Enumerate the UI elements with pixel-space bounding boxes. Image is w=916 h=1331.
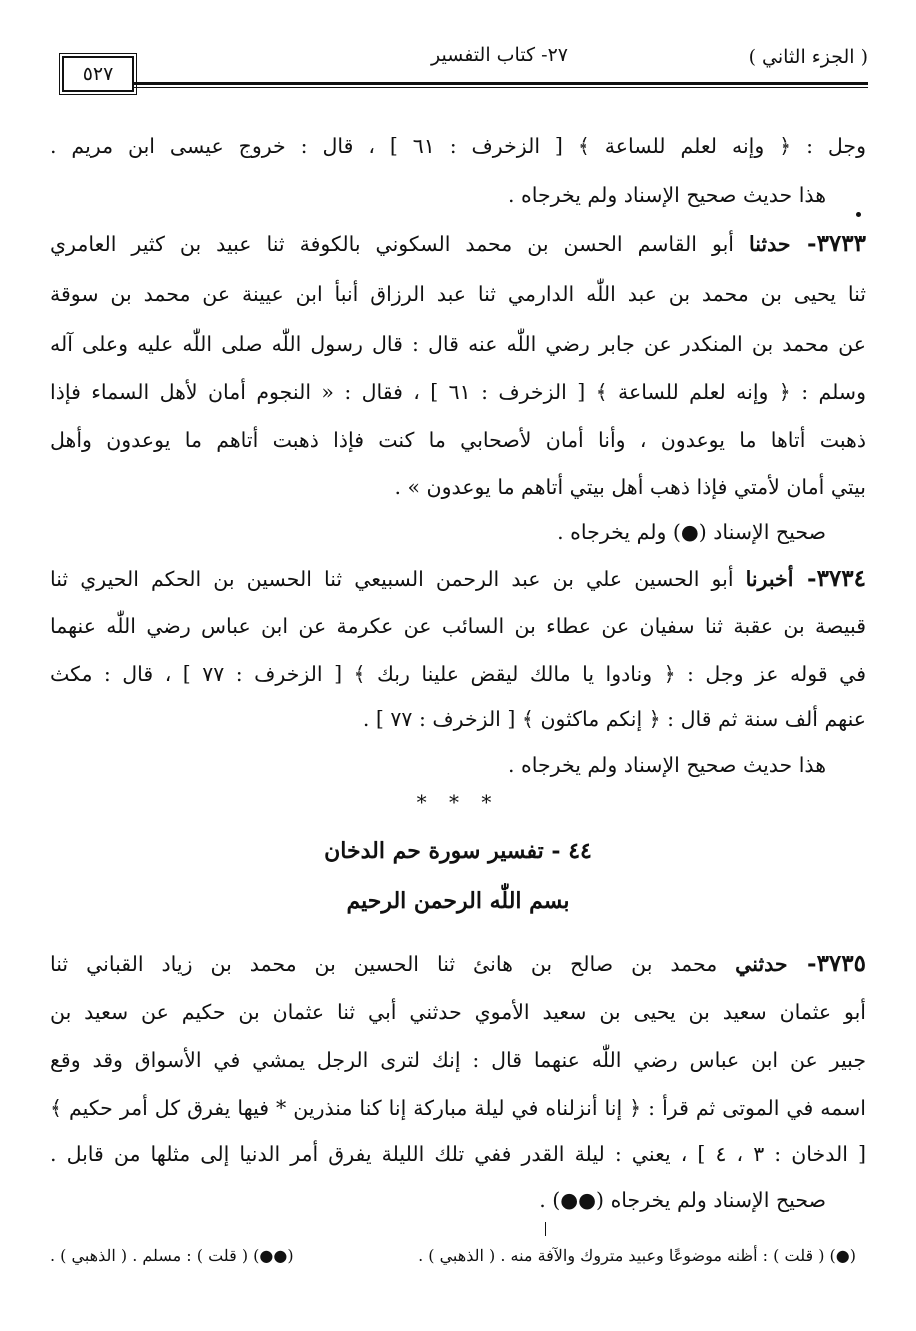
text-line: [ الدخان : ٣ ، ٤ ] ، يعني : ليلة القدر ففي تلك الليلة يفرق أمر الدنيا إلى مثلها من قابل . — [50, 1142, 866, 1166]
header-rule-thin — [132, 87, 868, 88]
footnote-2: (●●) ( قلت ) : مسلم . ( الذهبي ) . — [50, 1246, 294, 1265]
text-line: عنهم ألف سنة ثم قال : ﴿ إنكم ماكثون ﴾ [ الزخرف : ٧٧ ] . — [362, 707, 866, 731]
hadith-lead-word: حدثني — [735, 952, 788, 976]
hadith-3733-start: ٣٧٣٣- حدثنا أبو القاسم الحسن بن محمد السكوني بالكوفة ثنا عبيد بن كثير العامري — [50, 230, 866, 257]
hadith-lead-word: حدثنا — [748, 232, 791, 256]
page-number: ٥٢٧ — [82, 63, 114, 85]
page-header — [62, 38, 868, 86]
text-line: وجل : ﴿ وإنه لعلم للساعة ﴾ [ الزخرف : ٦١ ] ، قال : خروج عيسى ابن مريم . — [50, 134, 866, 158]
footnote-1: (●) ( قلت ) : أظنه موضوعًا وعبيد متروك والآفة منه . ( الذهبي ) . — [418, 1246, 856, 1265]
text-line: ذهبت أتاها ما يوعدون ، وأنا أمان لأصحابي ما كنت فإذا ذهبت أتاهم ما يوعدون وأهل — [50, 428, 866, 452]
text-line: هذا حديث صحيح الإسناد ولم يخرجاه . — [507, 183, 826, 207]
text-line: بيتي أمان لأمتي فإذا ذهب أهل بيتي أتاهم ما يوعدون » . — [394, 475, 866, 499]
text-line: صحيح الإسناد ولم يخرجاه (●●) . — [539, 1188, 826, 1212]
text-line: صحيح الإسناد (●) ولم يخرجاه . — [557, 520, 826, 544]
book-title: ٢٧- كتاب التفسير — [431, 44, 568, 66]
text-line: عن محمد بن المنكدر عن جابر رضي اللّٰه عنه قال : قال رسول اللّٰه صلى اللّٰه عليه وعلى آله — [50, 332, 866, 356]
text-line: اسمه في الموتى ثم قرأ : ﴿ إنا أنزلناه في ليلة مباركة إنا كنا منذرين * فيها يفرق كل أمر حكيم ﴾ — [50, 1096, 866, 1120]
text-line: ثنا يحيى بن محمد بن عبد اللّٰه الدارمي ثنا عبد الرزاق أنبأ ابن عيينة عن محمد بن سوقة — [50, 282, 866, 306]
text-line: أبو عثمان سعيد بن يحيى بن سعيد الأموي حدثني أبي ثنا عثمان بن حكيم عن سعيد بن — [50, 1000, 866, 1024]
footnotes — [50, 1238, 856, 1274]
text-line: جبير عن ابن عباس رضي اللّٰه عنهما قال : إنك لترى الرجل يمشي في الأسواق وقد وقع — [50, 1048, 866, 1072]
section-separator: * * * — [416, 790, 500, 814]
hadith-lead-word: أخبرنا — [745, 567, 794, 591]
footnote-rule — [545, 1222, 547, 1236]
text-line: هذا حديث صحيح الإسناد ولم يخرجاه . — [507, 753, 826, 777]
ink-dot — [856, 212, 861, 217]
hadith-number: ٣٧٣٥- — [787, 950, 866, 977]
header-rule — [132, 82, 868, 85]
basmala: بسم اللّٰه الرحمن الرحيم — [346, 888, 570, 914]
surah-heading: ٤٤ - تفسير سورة حم الدخان — [324, 838, 592, 864]
hadith-3735-start: ٣٧٣٥- حدثني محمد بن صالح بن هانئ ثنا الحسين بن محمد بن زياد القباني ثنا — [50, 950, 866, 977]
hadith-number: ٣٧٣٣- — [790, 230, 866, 257]
text-line: وسلم : ﴿ وإنه لعلم للساعة ﴾ [ الزخرف : ٦١ ] ، فقال : « النجوم أمان لأهل السماء فإذا — [50, 380, 866, 404]
volume-label: ( الجزء الثاني ) — [748, 46, 868, 68]
page-number-box — [62, 56, 134, 92]
text-line: في قوله عز وجل : ﴿ ونادوا يا مالك ليقض علينا ربك ﴾ [ الزخرف : ٧٧ ] ، قال : مكث — [50, 662, 866, 686]
hadith-3734-start: ٣٧٣٤- أخبرنا أبو الحسين علي بن عبد الرحمن السبيعي ثنا الحسين بن الحكم الحيري ثنا — [50, 565, 866, 592]
hadith-number: ٣٧٣٤- — [793, 565, 866, 592]
text-line: قبيصة بن عقبة ثنا سفيان عن عطاء بن السائب عن عكرمة عن ابن عباس رضي اللّٰه عنهما — [50, 614, 866, 638]
